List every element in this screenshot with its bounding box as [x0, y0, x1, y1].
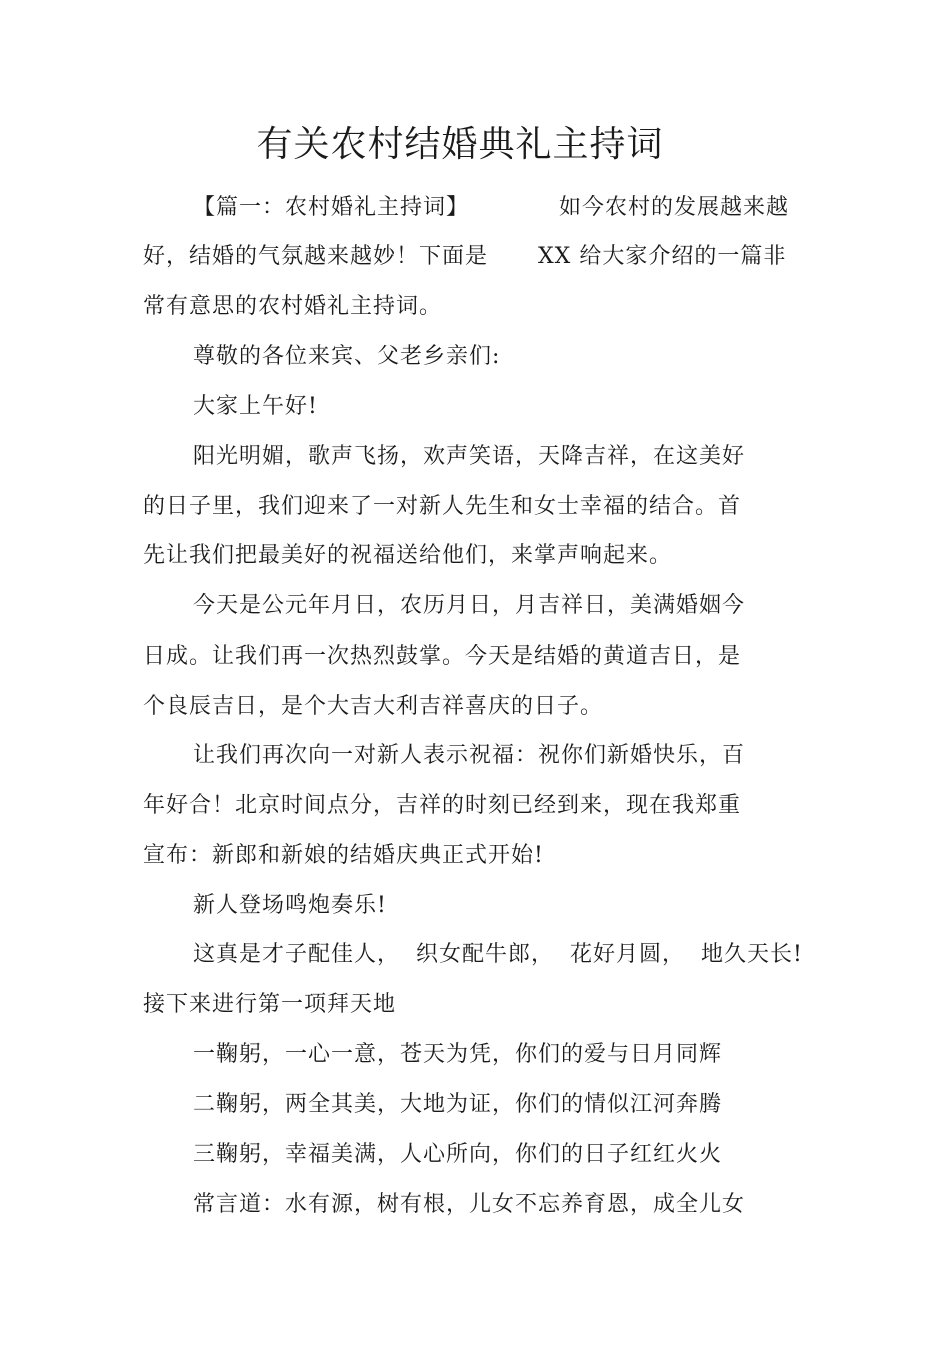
line-text: 如今农村的发展越来越 [559, 195, 790, 220]
paragraph-line: 常有意思的农村婚礼主持词。 [143, 294, 443, 319]
paragraph-line: 日成。让我们再一次热烈鼓掌。今天是结婚的黄道吉日，是 [143, 644, 742, 669]
section-heading: 【篇一：农村婚礼主持词】 [193, 195, 470, 220]
page-title: 有关农村结婚典礼主持词 [256, 124, 664, 165]
paragraph-line: 个良辰吉日，是个大吉大利吉祥喜庆的日子。 [143, 694, 604, 719]
paragraph-line: 新人登场鸣炮奏乐! [193, 893, 387, 918]
paragraph-line: 尊敬的各位来宾、父老乡亲们: [193, 344, 501, 369]
paragraph-line: 先让我们把最美好的祝福送给他们，来掌声响起来。 [143, 543, 673, 568]
paragraph-line: 让我们再次向一对新人表示祝福：祝你们新婚快乐，百 [193, 743, 746, 768]
paragraph-line: 宣布：新郎和新娘的结婚庆典正式开始! [143, 843, 544, 868]
paragraph-line: 阳光明媚，歌声飞扬，欢声笑语，天降吉祥，在这美好 [193, 444, 746, 469]
paragraph-line: 二鞠躬，两全其美，大地为证，你们的情似江河奔腾 [193, 1092, 723, 1117]
line-text: XX 给大家介绍的一篇非 [538, 244, 787, 269]
paragraph-line: 大家上午好! [193, 394, 318, 419]
line-text: 好，结婚的气氛越来越妙！下面是 [143, 244, 489, 269]
paragraph-line: 一鞠躬，一心一意，苍天为凭，你们的爱与日月同辉 [193, 1042, 723, 1067]
paragraph-line: 的日子里，我们迎来了一对新人先生和女士幸福的结合。首 [143, 494, 742, 519]
paragraph-line [143, 242, 786, 272]
paragraph-line: 今天是公元年月日，农历月日，月吉祥日，美满婚姻今 [193, 593, 746, 618]
paragraph-line: 这真是才子配佳人， 织女配牛郎， 花好月圆， 地久天长! [193, 942, 803, 967]
paragraph-line: 接下来进行第一项拜天地 [143, 992, 397, 1017]
paragraph-line [193, 193, 789, 223]
paragraph-line: 常言道：水有源，树有根，儿女不忘养育恩，成全儿女 [193, 1192, 746, 1217]
paragraph-line: 年好合！北京时间点分，吉祥的时刻已经到来，现在我郑重 [143, 793, 742, 818]
paragraph-line: 三鞠躬，幸福美满，人心所向，你们的日子红红火火 [193, 1142, 723, 1167]
